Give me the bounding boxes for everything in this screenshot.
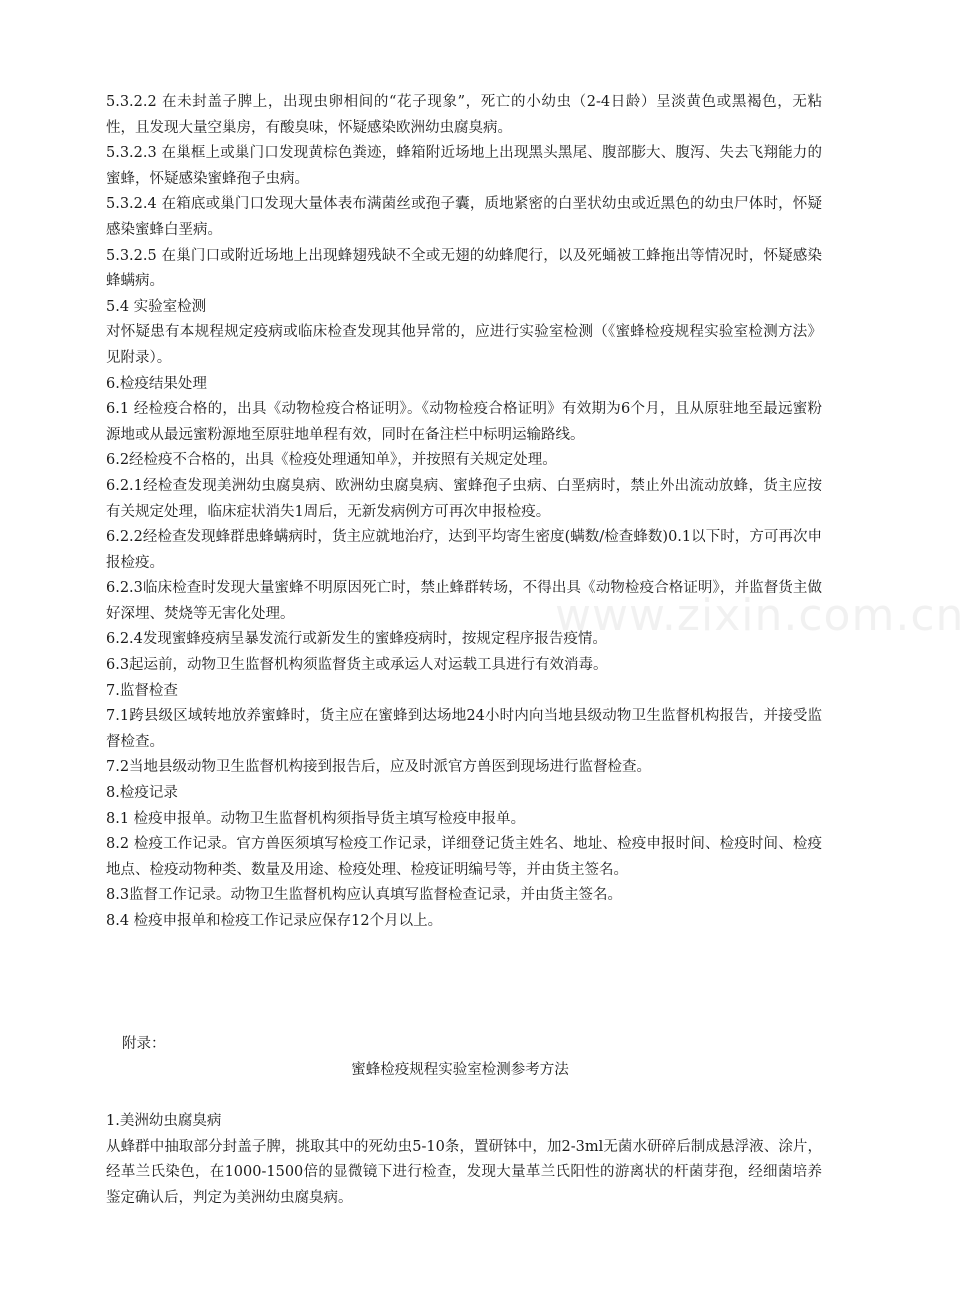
paragraph: 8.2 检疫工作记录。官方兽医须填写检疫工作记录，详细登记货主姓名、地址、检疫申报时间、检疫时间、检疫地点、检疫动物种类、数量及用途、检疫处理、检疫证明编号等，并由货主签名。 — [106, 836, 822, 878]
paragraph: 7.2当地县级动物卫生监督机构接到报告后，应及时派官方兽医到现场进行监督检查。 — [106, 759, 652, 776]
paragraph: 对怀疑患有本规程规定疫病或临床检查发现其他异常的，应进行实验室检测（《蜜蜂检疫规程实验室检测方法》见附录）。 — [106, 324, 822, 366]
paragraph: 6.1 经检疫合格的，出具《动物检疫合格证明》。《动物检疫合格证明》有效期为6个月，且从原驻地至最远蜜粉源地或从最远蜜粉源地至原驻地单程有效，同时在备注栏中标明运输路线。 — [106, 401, 822, 443]
section-heading: 5.4 实验室检测 — [106, 298, 207, 315]
appendix-title: 蜜蜂检疫规程实验室检测参考方法 — [351, 1062, 569, 1078]
watermark: www.zixin.com.cn — [555, 590, 964, 641]
section-heading: 6.检疫结果处理 — [106, 375, 207, 392]
appendix-text — [106, 1109, 822, 1211]
appendix-paragraph: 从蜂群中抽取部分封盖子脾，挑取其中的死幼虫5-10条，置研钵中，加2-3ml无菌水研碎后制成悬浮液、涂片，经革兰氏染色，在1000-1500倍的显微镜下进行检查，发现大量革兰氏阳性的游离状的杆菌芽孢，经细菌培养鉴定确认后，判定为美洲幼虫腐臭病。 — [106, 1138, 822, 1206]
paragraph: 6.2.4发现蜜蜂疫病呈暴发流行或新发生的蜜蜂疫病时，按规定程序报告疫情。 — [106, 631, 607, 648]
paragraph: 8.1 检疫申报单。动物卫生监督机构须指导货主填写检疫申报单。 — [106, 810, 526, 827]
section-heading: 7.监督检查 — [106, 682, 178, 699]
paragraph: 6.2.1经检查发现美洲幼虫腐臭病、欧洲幼虫腐臭病、蜜蜂孢子虫病、白垩病时，禁止外出流动放蜂，货主应按有关规定处理，临床症状消失1周后，无新发病例方可再次申报检疫。 — [106, 477, 822, 520]
paragraph: 6.2.3临床检查时发现大量蜜蜂不明原因死亡时，禁止蜂群转场，不得出具《动物检疫合格证明》，并监督货主做好深埋、焚烧等无害化处理。 — [106, 580, 822, 622]
paragraph: 6.2.2经检查发现蜂群患蜂螨病时，货主应就地治疗，达到平均寄生密度(螨数/检查蜂数)0.1以下时，方可再次申报检疫。 — [106, 529, 822, 571]
paragraph: 5.3.2.5 在巢门口或附近场地上出现蜂翅残缺不全或无翅的幼蜂爬行，以及死蛹被工蜂拖出等情况时，怀疑感染蜂螨病。 — [106, 247, 822, 290]
paragraph: 5.3.2.4 在箱底或巢门口发现大量体表布满菌丝或孢子囊，质地紧密的白垩状幼虫或近黑色的幼虫尸体时，怀疑感染蜜蜂白垩病。 — [106, 196, 822, 238]
paragraph: 6.3起运前，动物卫生监督机构须监督货主或承运人对运载工具进行有效消毒。 — [106, 657, 608, 674]
paragraph: 5.3.2.2 在未封盖子脾上，出现虫卵相间的“花子现象”，死亡的小幼虫（2-4日龄）呈淡黄色或黑褐色，无粘性，且发现大量空巢房，有酸臭味，怀疑感染欧洲幼虫腐臭病。 — [106, 94, 822, 136]
appendix-heading: 1.美洲幼虫腐臭病 — [106, 1113, 222, 1129]
paragraph: 8.4 检疫申报单和检疫工作记录应保存12个月以上。 — [106, 913, 443, 929]
paragraph: 7.1跨县级区域转地放养蜜蜂时，货主应在蜜蜂到达场地24小时内向当地县级动物卫生监督机构报告，并接受监督检查。 — [106, 708, 822, 750]
main-text — [106, 90, 822, 935]
paragraph: 6.2经检疫不合格的，出具《检疫处理通知单》，并按照有关规定处理。 — [106, 452, 557, 469]
section-heading: 8.检疫记录 — [106, 785, 178, 802]
appendix-label: 附录： — [122, 1036, 166, 1052]
paragraph: 5.3.2.3 在巢框上或巢门口发现黄棕色粪迹，蜂箱附近场地上出现黑头黑尾、腹部膨大、腹泻、失去飞翔能力的蜜蜂，怀疑感染蜜蜂孢子虫病。 — [106, 145, 822, 187]
paragraph: 8.3监督工作记录。动物卫生监督机构应认真填写监督检查记录，并由货主签名。 — [106, 887, 623, 904]
